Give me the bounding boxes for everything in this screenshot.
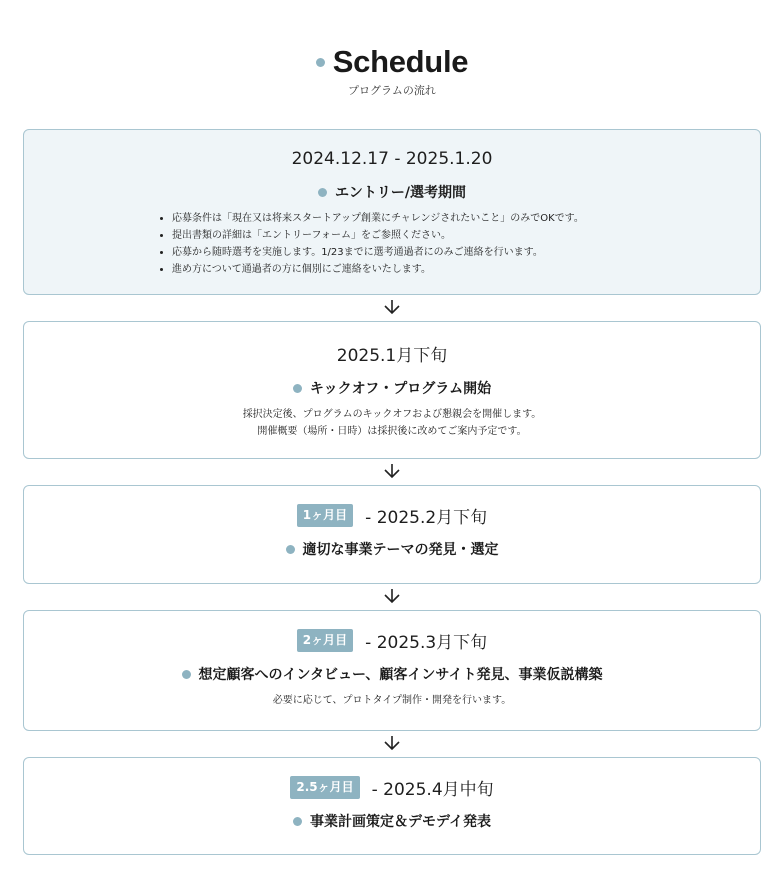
step-date: [24, 149, 760, 169]
arrow-down-icon: [383, 588, 401, 604]
description-line: 採択決定後、プログラムのキックオフおよび懇親会を開催します。: [242, 409, 542, 420]
step-date-text: - 2025.3月下旬: [365, 633, 488, 653]
arrow-down-icon: [383, 735, 401, 751]
step-date-text: 2025.1月下旬: [336, 346, 448, 366]
heading-bullet-icon: [293, 817, 302, 826]
page-title: Schedule: [332, 44, 469, 79]
step-date: [24, 503, 760, 528]
page-subtitle: プログラムの流れ: [348, 84, 436, 97]
arrow-down-icon: [383, 299, 401, 315]
list-item: • 応募条件は「現在又は将来スタートアップ創業にチャレンジされたいこと」のみでOKです。: [172, 210, 760, 227]
step-heading: [24, 539, 760, 559]
schedule-step-demoday: [23, 757, 761, 855]
list-item: • 提出書類の詳細は「エントリーフォーム」をご参照ください。: [172, 227, 760, 244]
schedule-step-entry: [23, 129, 761, 295]
step-heading-text: 適切な事業テーマの発見・選定: [302, 542, 499, 558]
step-heading-text: キックオフ・プログラム開始: [309, 381, 492, 397]
step-heading: [24, 811, 760, 831]
page-header: [0, 44, 784, 98]
heading-bullet-icon: [286, 545, 295, 554]
requirements-list: [24, 210, 760, 278]
step-date-text: - 2025.4月中旬: [371, 780, 494, 800]
schedule-step-month1: [23, 485, 761, 584]
step-date-text: - 2025.2月下旬: [365, 508, 488, 528]
step-date: [24, 628, 760, 653]
step-heading: [24, 378, 760, 398]
schedule-step-kickoff: [23, 321, 761, 459]
month-badge: 2ヶ月目: [297, 629, 353, 652]
arrow-down-icon: [383, 463, 401, 479]
step-description: [24, 692, 760, 709]
month-badge: 1ヶ月目: [297, 504, 353, 527]
step-heading-text: エントリー/選考期間: [334, 185, 467, 201]
step-heading-text: 事業計画策定＆デモデイ発表: [309, 814, 492, 830]
heading-bullet-icon: [182, 670, 191, 679]
heading-bullet-icon: [318, 188, 327, 197]
heading-bullet-icon: [293, 384, 302, 393]
step-description: [24, 406, 760, 440]
title-bullet-icon: [316, 58, 325, 67]
step-heading: [24, 664, 760, 684]
schedule-step-month2: [23, 610, 761, 731]
description-line: 開催概要（場所・日時）は採択後に改めてご案内予定です。: [257, 426, 527, 437]
description-line: 必要に応じて、プロトタイプ制作・開発を行います。: [272, 695, 512, 706]
step-date-text: 2024.12.17 - 2025.1.20: [291, 149, 493, 169]
step-heading: [24, 182, 760, 202]
list-item: • 進め方について通過者の方に個別にご連絡をいたします。: [172, 261, 760, 278]
title-row: [0, 44, 784, 80]
step-heading-text: 想定顧客へのインタビュー、顧客インサイト発見、事業仮説構築: [198, 667, 603, 683]
month-badge: 2.5ヶ月目: [290, 776, 359, 799]
step-date: [24, 775, 760, 800]
list-item: • 応募から随時選考を実施します。1/23までに選考通過者にのみご連絡を行います。: [172, 244, 760, 261]
step-date: [24, 341, 760, 366]
